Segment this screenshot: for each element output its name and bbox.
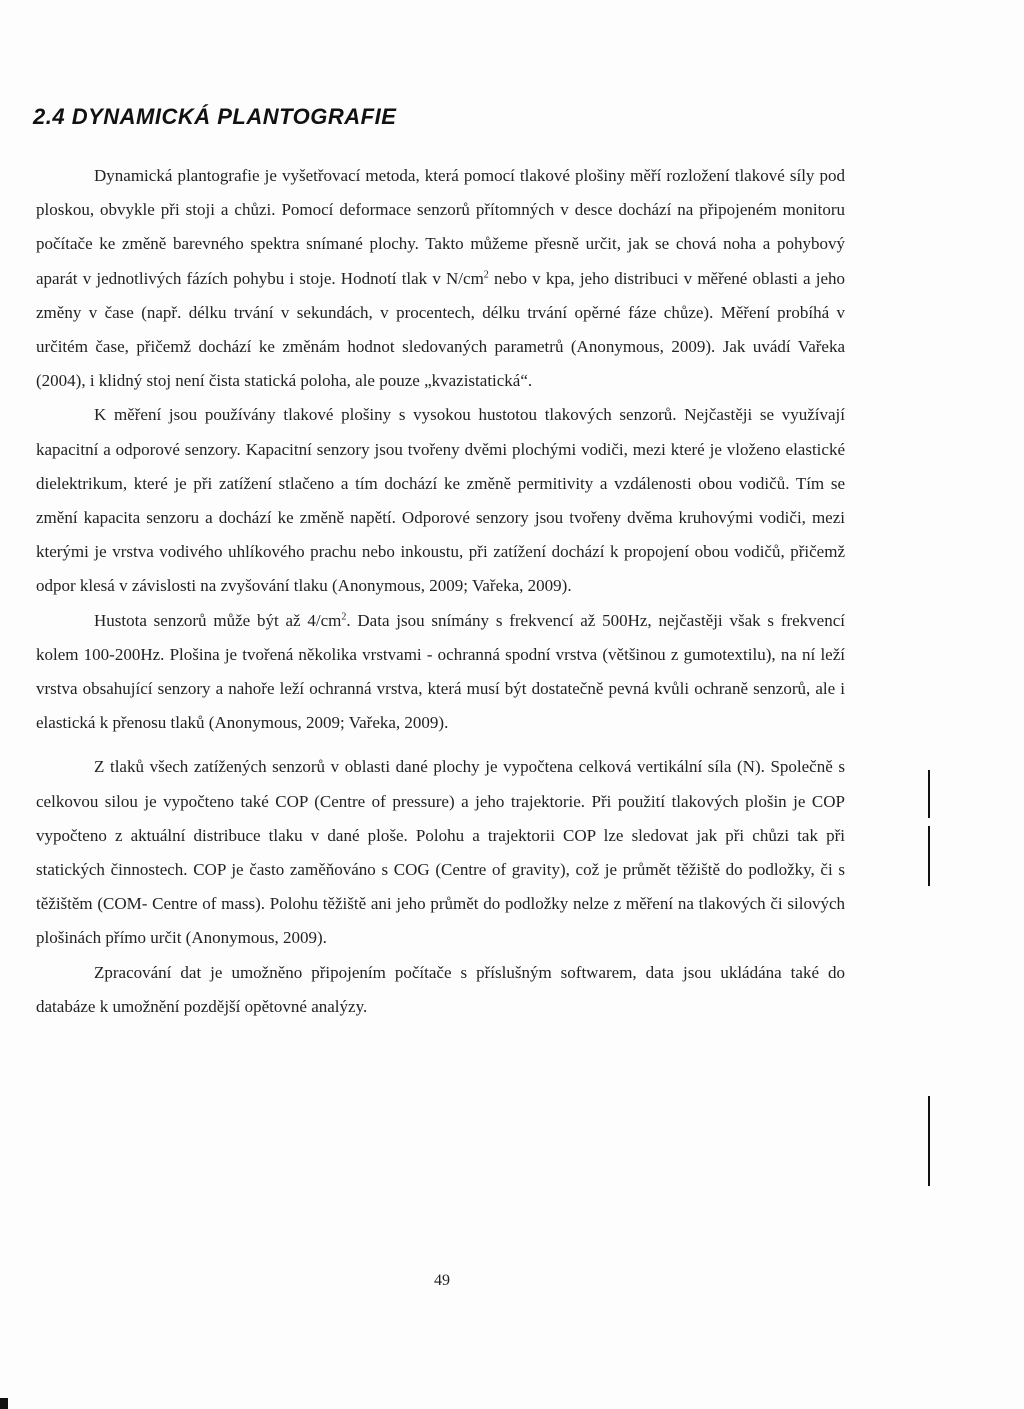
body-text — [36, 159, 845, 1024]
paragraph-text: Hustota senzorů může být až 4/cm — [94, 610, 342, 630]
scan-mark — [0, 1398, 8, 1409]
revision-bar — [928, 770, 930, 818]
paragraph-hustota — [36, 604, 845, 741]
paragraph-text: Dynamická plantografie je vyšetřovací metoda, která pomocí tlakové plošiny měří rozložení tlakové síly pod ploskou, obvykle při stoji a chůzi. Pomocí deformace senzorů přítomných v desce dochází na připojeném monitoru počítače ke změně barevného spektra snímané plochy. Takto můžeme přesně určit, jak se chová noha a pohybový aparát v jednotlivých fázích pohybu i stoje. Hodnotí tlak v N/cm — [36, 166, 845, 288]
paragraph-plantografie — [36, 159, 845, 398]
paragraph-text: nebo v kpa, jeho distribuci v měřené oblasti a jeho změny v čase (např. délku trvání v sekundách, v procentech, délku trvání opěrné fáze chůze). Měření probíhá v určitém čase, přičemž dochází ke změnám hodnot sledovaných parametrů (Anonymous, 2009). Jak uvádí Vařeka (2004), i klidný stoj není čista statická poloha, ale pouze „kvazistatická“. — [36, 268, 845, 391]
revision-bar — [928, 826, 930, 886]
page-number: 49 — [434, 1272, 450, 1289]
superscript: 2 — [483, 268, 489, 280]
revision-bar — [928, 1096, 930, 1186]
superscript: 2 — [341, 610, 347, 622]
paragraph-text: . Data jsou snímány s frekvencí až 500Hz, nejčastěji však s frekvencí kolem 100-200Hz. Plošina je tvořená několika vrstvami - ochranná spodní vrstva (většinou z gumotextilu), na ní leží vrstva obsahující senzory a nahoře leží ochranná vrstva, která musí být dostatečně pevná kvůli ochraně senzorů, ale i elastická k přenosu tlaků (Anonymous, 2009; Vařeka, 2009). — [36, 610, 845, 733]
section-heading: 2.4 DYNAMICKÁ PLANTOGRAFIE — [33, 104, 397, 129]
paragraph-cop: Z tlaků všech zatížených senzorů v oblasti dané plochy je vypočtena celková vertikální síla (N). Společně s celkovou silou je vypočteno také COP (Centre of pressure) a jeho trajektorie. Při použití tlakových plošin je COP vypočteno z aktuální distribuce tlaku v dané ploše. Polohu a trajektorii COP lze sledovat jak při chůzi tak při statických činnostech. COP je často zaměňováno s COG (Centre of gravity), což je průmět těžiště do podložky, či s těžištěm (COM- Centre of mass). Polohu těžiště ani jeho průmět do podložky nelze z měření na tlakových či silových plošinách přímo určit (Anonymous, 2009). — [36, 757, 845, 948]
paragraph-senzory: K měření jsou používány tlakové plošiny s vysokou hustotou tlakových senzorů. Nejčastěji se využívají kapacitní a odporové senzory. Kapacitní senzory jsou tvořeny dvěmi plochými vodiči, mezi které je vloženo elastické dielektrikum, které je při zatížení stlačeno a tím dochází ke změně permitivity a vzdálenosti obou vodičů. Tím se změní kapacita senzoru a dochází ke změně napětí. Odporové senzory jsou tvořeny dvěma kruhovými vodiči, mezi kterými je vrstva vodivého uhlíkového prachu nebo inkoustu, při zatížení dochází k propojení obou vodičů, přičemž odpor klesá v závislosti na zvyšování tlaku (Anonymous, 2009; Vařeka, 2009). — [36, 405, 845, 596]
paragraph-zpracovani: Zpracování dat je umožněno připojením počítače s příslušným softwarem, data jsou ukládána také do databáze k umožnění pozdější opětovné analýzy. — [36, 962, 845, 1016]
